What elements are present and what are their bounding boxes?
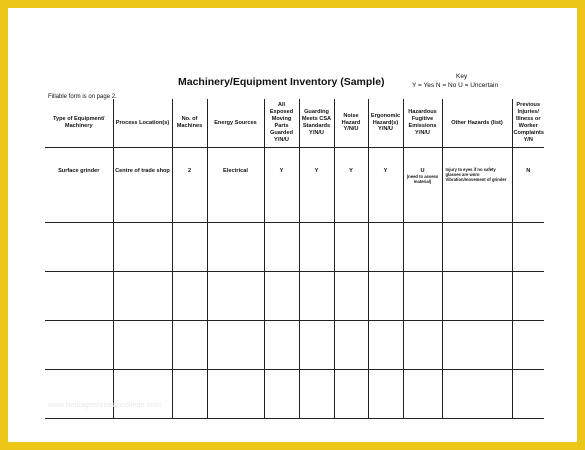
table-row — [45, 321, 544, 370]
table-row — [45, 272, 544, 321]
column-header: Noise Hazard Y/N/U — [334, 99, 368, 148]
page-title: Machinery/Equipment Inventory (Sample) — [178, 76, 385, 88]
blank-cell[interactable] — [299, 223, 334, 272]
blank-cell[interactable] — [299, 321, 334, 370]
blank-cell[interactable] — [264, 272, 299, 321]
inventory-table — [45, 99, 544, 419]
blank-cell[interactable] — [368, 223, 403, 272]
table-row — [45, 148, 544, 223]
blank-cell[interactable] — [403, 272, 442, 321]
key-legend: Y = Yes N = No U = Uncertain — [412, 82, 499, 89]
location-cell: Centre of trade shop — [113, 148, 172, 223]
blank-cell[interactable] — [45, 223, 113, 272]
column-header: Type of Equipment/ Machinery — [45, 99, 113, 148]
blank-cell[interactable] — [172, 272, 207, 321]
blank-cell[interactable] — [207, 223, 264, 272]
column-header: Process Location(s) — [113, 99, 172, 148]
table-row — [45, 223, 544, 272]
fillable-note: Fillable form is on page 2. — [48, 94, 117, 100]
column-header: Guarding Meets CSA Standards Y/N/U — [299, 99, 334, 148]
blank-cell[interactable] — [334, 272, 368, 321]
blank-cell[interactable] — [207, 272, 264, 321]
column-header: Previous Injuries/ Illness or Worker Complaints Y/N — [512, 99, 544, 148]
energy-cell: Electrical — [207, 148, 264, 223]
ergonomic-cell: Y — [368, 148, 403, 223]
blank-cell[interactable] — [207, 370, 264, 419]
blank-cell[interactable] — [299, 272, 334, 321]
blank-cell[interactable] — [207, 321, 264, 370]
blank-cell[interactable] — [368, 370, 403, 419]
noise-cell: Y — [334, 148, 368, 223]
blank-cell[interactable] — [299, 370, 334, 419]
equipment-cell: Surface grinder — [45, 148, 113, 223]
blank-cell[interactable] — [442, 223, 512, 272]
blank-cell[interactable] — [403, 223, 442, 272]
blank-cell[interactable] — [334, 223, 368, 272]
table-header-row — [45, 99, 544, 148]
emissions-note: (need to assess material) — [406, 173, 439, 184]
blank-cell[interactable] — [368, 272, 403, 321]
other-hazards-text: Injury to eyes if no safety glasses are worn Vibration/movement of grinder — [445, 167, 507, 182]
csa-cell: Y — [299, 148, 334, 223]
blank-cell[interactable] — [113, 223, 172, 272]
previous-cell: N — [512, 148, 544, 223]
blank-cell[interactable] — [264, 370, 299, 419]
column-header: Hazardous Fugitive Emissions Y/N/U — [403, 99, 442, 148]
table-row — [45, 370, 544, 419]
blank-cell[interactable] — [442, 370, 512, 419]
blank-cell[interactable] — [403, 370, 442, 419]
other-hazards-cell — [442, 148, 512, 223]
form-page — [8, 8, 577, 442]
key-label: Key — [456, 73, 468, 80]
blank-cell[interactable] — [442, 321, 512, 370]
blank-cell[interactable] — [403, 321, 442, 370]
blank-cell[interactable] — [512, 370, 544, 419]
blank-cell[interactable] — [172, 223, 207, 272]
column-header: Other Hazards (list) — [442, 99, 512, 148]
blank-cell[interactable] — [45, 321, 113, 370]
blank-cell[interactable] — [113, 370, 172, 419]
blank-cell[interactable] — [442, 272, 512, 321]
blank-cell[interactable] — [172, 321, 207, 370]
emissions-value: U — [420, 168, 425, 174]
emissions-cell — [403, 148, 442, 223]
blank-cell[interactable] — [113, 272, 172, 321]
blank-cell[interactable] — [512, 272, 544, 321]
blank-cell[interactable] — [512, 223, 544, 272]
blank-cell[interactable] — [45, 272, 113, 321]
blank-cell[interactable] — [172, 370, 207, 419]
blank-cell[interactable] — [113, 321, 172, 370]
blank-cell[interactable] — [264, 321, 299, 370]
blank-cell[interactable] — [45, 370, 113, 419]
guarded-cell: Y — [264, 148, 299, 223]
blank-cell[interactable] — [334, 321, 368, 370]
watermark: www.heritagechristiancollege.com — [48, 400, 161, 409]
column-header: Energy Sources — [207, 99, 264, 148]
column-header: Ergonomic Hazard(s) Y/N/U — [368, 99, 403, 148]
column-header: No. of Machines — [172, 99, 207, 148]
column-header: All Exposed Moving Parts Guarded Y/N/U — [264, 99, 299, 148]
blank-cell[interactable] — [512, 321, 544, 370]
blank-cell[interactable] — [368, 321, 403, 370]
machines-cell: 2 — [172, 148, 207, 223]
blank-cell[interactable] — [334, 370, 368, 419]
blank-cell[interactable] — [264, 223, 299, 272]
